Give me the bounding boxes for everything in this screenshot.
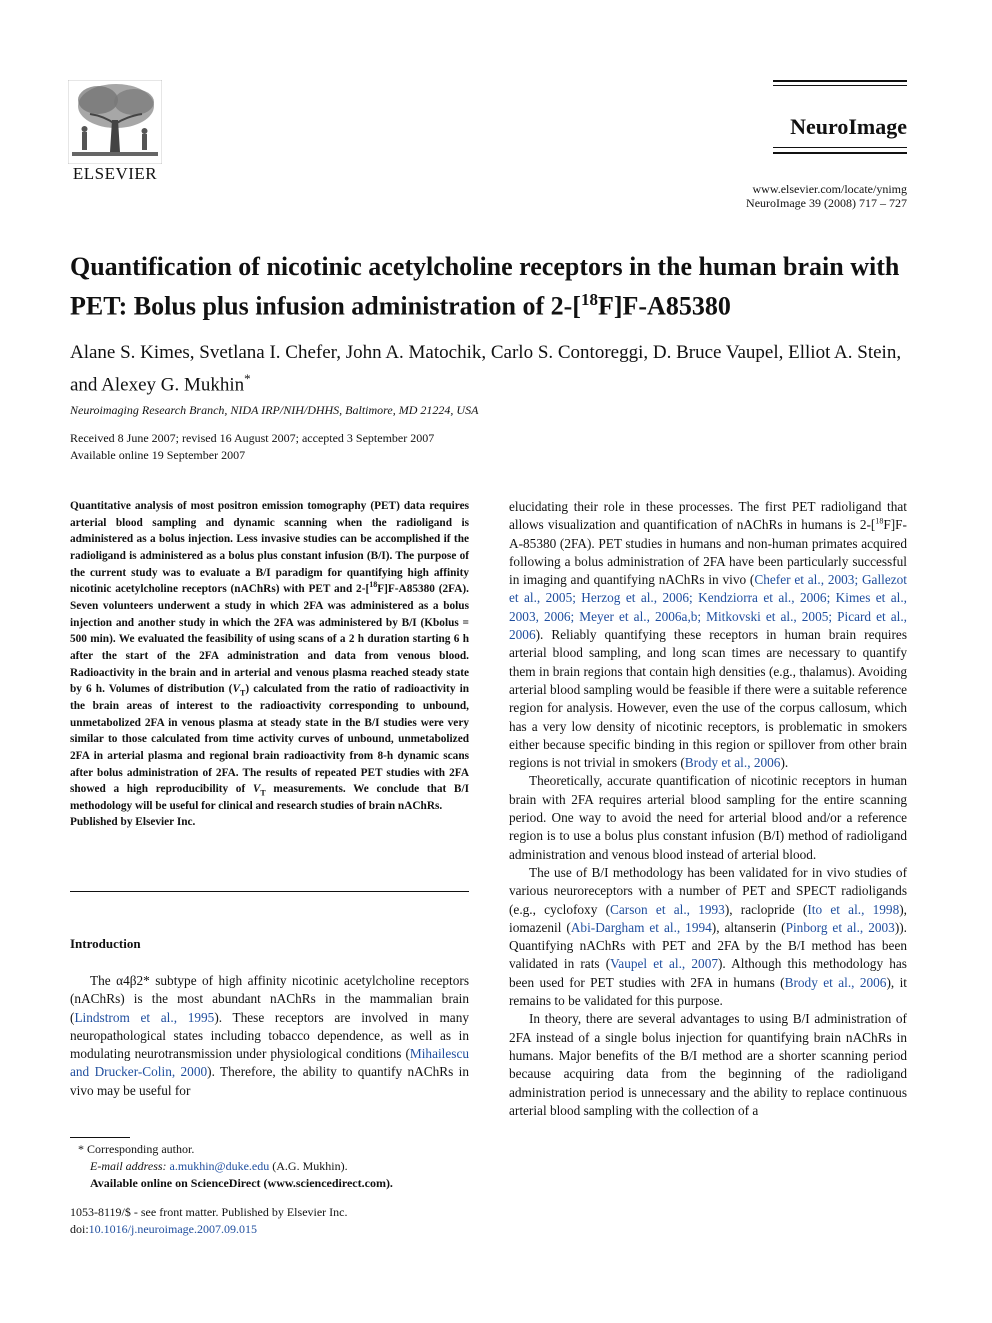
body-paragraph: Theoretically, accurate quantification of nicotinic receptors in human brain with 2FA requires arterial blood sampling for the entire scanning period. One way to avoid the need for arterial blood and/or a reference region is to use a bolus plus constant infusion (B/I) method of radioligand administration and venous blood instead of arterial blood. <box>509 773 907 862</box>
body-paragraph <box>509 498 907 772</box>
paragraph-text: ). Reliably quantifying these receptors in human brain requires arterial blood sampling, and long scan times are necessary to quantify them in brain regions that contain high densities (e.g., thalamus). Avoiding arterial blood sampling would be feasible if there were a suitable reference region for analysis. However, even the use of the corpus callosum, which has a very low density of nicotinic receptors, is problematic in smokers either because specific binding in this region or spillover from other brain regions is not trivial in smokers ( <box>509 627 907 771</box>
header-rule <box>773 147 907 148</box>
paragraph-text: ), altanserin ( <box>711 919 786 935</box>
abstract <box>70 498 469 831</box>
paragraph-text: The α4β2* subtype of high affinity nicotinic acetylcholine receptors (nAChRs) is the most abundant nAChRs in the mammalian brain ( <box>70 973 469 1025</box>
article-dates <box>70 430 915 464</box>
corresponding-author-note: * Corresponding author. <box>78 1142 195 1156</box>
paragraph-text: ), it remains to be validated for this purpose. <box>509 974 908 1009</box>
authors-text: Alane S. Kimes, Svetlana I. Chefer, John A. Matochik, Carlo S. Contoreggi, D. Bruce Vaupel, Elliot A. Stein, and Alexey G. Mukhin <box>70 342 902 396</box>
issn-block <box>70 1204 469 1238</box>
citation-link[interactable]: Pinborg et al., 2003 <box>785 919 895 935</box>
email-owner: (A.G. Mukhin). <box>269 1159 348 1173</box>
footnote-rule <box>70 1137 130 1138</box>
author-list <box>70 340 915 398</box>
email-line <box>70 1158 469 1175</box>
abstract-superscript: 18 <box>369 580 378 590</box>
abstract-text: measurements. We conclude that B/I methodology will be useful for clinical and research studies of brain nAChRs. <box>70 783 469 812</box>
issn-line: 1053-8119/$ - see front matter. Published by Elsevier Inc. <box>70 1205 348 1219</box>
corresponding-author-mark[interactable]: * <box>244 371 251 386</box>
citation-link[interactable]: Carson et al., 1993 <box>610 901 725 917</box>
citation-link[interactable]: Brody et al., 2006 <box>784 974 887 990</box>
journal-url[interactable]: www.elsevier.com/locate/ynimg <box>752 182 907 196</box>
intro-paragraph <box>70 972 469 1100</box>
paragraph-text: ), iomazenil ( <box>509 901 907 935</box>
abstract-text: Quantitative analysis of most positron emission tomography (PET) data requires arterial blood sampling and dynamic scanning when the radioligand is administered as a bolus injection. Less invasive studies can be accomplished if the radioligand is administered as a bolus plus constant infusion (B/I). The purpose of the current study was to evaluate a B/I paradigm for quantifying high affinity nicotinic acetylcholine receptors (nAChRs) with PET and 2-[ <box>70 500 469 596</box>
header-rule <box>773 80 907 82</box>
citation-link[interactable]: Chefer et al., 2003; Gallezot et al., 2005; Herzog et al., 2006; Kendziorra et al., 2006; Kimes et al., 2003, 2006; Meyer et al., 2006a,b; Mitkovski et al., 2005; Picard et al., 2006 <box>509 572 907 643</box>
header-rule <box>773 152 907 154</box>
doi-label: doi: <box>70 1222 89 1236</box>
title-superscript: 18 <box>580 290 598 309</box>
sciencedirect-note: Available online on ScienceDirect (www.sciencedirect.com). <box>90 1176 393 1190</box>
doi-line <box>70 1221 469 1238</box>
abstract-text: ) calculated from the ratio of radioactivity in the brain areas of interest to the radioactivity corresponding to unbound, unmetabolized 2FA in venous plasma at steady state in the B/I studies were very similar to those calculated from time activity curves of unbound, unmetabolized 2FA in arterial plasma and regional brain radioactivity from 8-h dynamic scans after bolus administration of 2FA. The results of repeated PET studies with 2FA showed a high reproducibility of <box>70 683 469 796</box>
paragraph-text: F]F-A-85380 (2FA). PET studies in humans and non-human primates acquired following a bolus administration of 2FA have been particularly successful in imaging and quantifying nAChRs in vivo ( <box>509 517 907 588</box>
abstract-published-by: Published by Elsevier Inc. <box>70 816 196 829</box>
vt-subscript: T <box>239 688 246 698</box>
email-link[interactable]: a.mukhin@duke.edu <box>169 1159 270 1173</box>
publisher-name: ELSEVIER <box>72 164 158 183</box>
journal-citation: NeuroImage 39 (2008) 717 – 727 <box>746 196 907 210</box>
citation-link[interactable]: Lindstrom et al., 1995 <box>74 1009 215 1025</box>
title-text: Quantification of nicotinic acetylcholine receptors in the human brain with PET: Bolus plus infusion administration of 2-[ <box>70 252 900 321</box>
vt-subscript: T <box>260 788 266 798</box>
body-paragraph <box>509 864 907 1010</box>
email-label: E-mail address: <box>90 1159 167 1173</box>
paragraph-text: elucidating their role in these processes. The first PET radioligand that allows visualization and quantification of nAChRs in humans is 2-[ <box>509 499 907 533</box>
affiliation: Neuroimaging Research Branch, NIDA IRP/NIH/DHHS, Baltimore, MD 21224, USA <box>70 403 479 417</box>
abstract-text: F]F-A85380 (2FA). Seven volunteers underwent a study in which 2FA was administered as a bolus injection and another study in which the 2FA was administered by B/I (Kbolus = 500 min). We evaluated the feasibility of using scans of a 2 h duration starting 6 h after the start of the 2FA administration and data from venous blood. Radioactivity in the brain and in arterial and venous plasma reached steady state by 6 h. Volumes of distribution ( <box>70 583 469 696</box>
vt-symbol: V <box>252 783 261 796</box>
body-paragraph: In theory, there are several advantages to using B/I administration of 2FA instead of a single bolus injection for quantifying brain nAChRs in humans. Major benefits of the B/I method are a shorter scanning period because acquiring data from the beginning of the radioligand administration period is unnecessary and the ability to replace continuous arterial blood sampling with the collection of a <box>509 1011 907 1118</box>
available-online-date: Available online 19 September 2007 <box>70 448 246 462</box>
received-dates: Received 8 June 2007; revised 16 August 2007; accepted 3 September 2007 <box>70 431 435 445</box>
citation-link[interactable]: Mihailescu and Drucker-Colin, 2000 <box>70 1046 469 1080</box>
paragraph-text: The use of B/I methodology has been validated for in vivo studies of various neuroreceptors with a number of PET and SPECT radioligands (e.g., cyclofoxy ( <box>509 864 907 917</box>
citation-link[interactable]: Vaupel et al., 2007 <box>610 956 718 972</box>
paragraph-text: ). <box>780 755 789 771</box>
citation-link[interactable]: Brody et al., 2006 <box>684 755 781 771</box>
title-text-end: F]F-A85380 <box>597 291 731 321</box>
abstract-divider <box>70 891 469 892</box>
footnotes <box>70 1141 469 1192</box>
right-column <box>509 498 907 1120</box>
doi-link[interactable]: 10.1016/j.neuroimage.2007.09.015 <box>88 1222 257 1236</box>
superscript: 18 <box>875 516 884 526</box>
citation-link[interactable]: Abi-Dargham et al., 1994 <box>570 919 712 935</box>
citation-link[interactable]: Ito et al., 1998 <box>807 901 900 917</box>
paragraph-text: )). Quantifying nAChRs with PET and 2FA by the B/I method has been validated in rats ( <box>509 919 907 972</box>
paragraph-text: ). These receptors are involved in many neuropathological states including tobacco dependence, as well as in modulating neurotransmission under physiological conditions ( <box>70 1009 469 1062</box>
vt-symbol: V <box>232 683 240 696</box>
paragraph-text: ). Therefore, the ability to quantify nAChRs in vivo may be useful for <box>70 1064 470 1098</box>
section-heading-introduction: Introduction <box>70 936 141 951</box>
paragraph-text: ), raclopride ( <box>724 901 808 917</box>
journal-name: NeuroImage <box>790 114 907 139</box>
paragraph-text: ). Although this methodology has been used for PET studies with 2FA in humans ( <box>509 956 907 990</box>
article-title <box>70 250 915 323</box>
header-rule <box>773 85 907 86</box>
